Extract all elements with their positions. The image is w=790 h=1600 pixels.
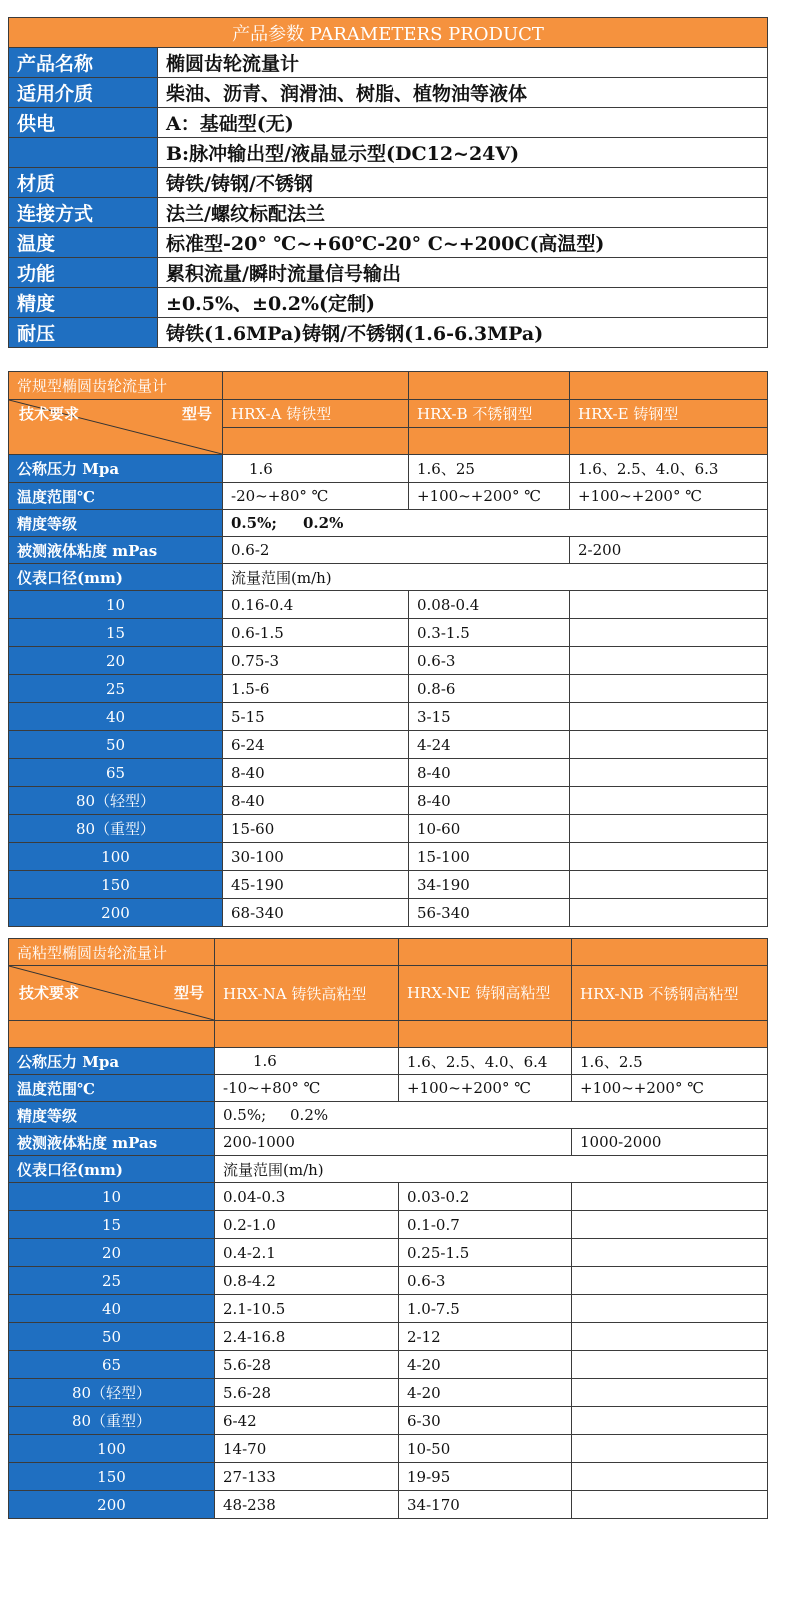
- caliber-value: 150: [9, 1463, 215, 1491]
- model-na: HRX-NA 铸铁高粘型: [215, 966, 399, 1021]
- flow-range-a: 8-40: [223, 787, 409, 815]
- flow-range-a: 5.6-28: [215, 1379, 399, 1407]
- flow-range-a: 0.2-1.0: [215, 1211, 399, 1239]
- flow-row: [9, 591, 768, 619]
- flow-row: [9, 759, 768, 787]
- viscosity-row: [9, 537, 768, 564]
- empty-cell: [223, 428, 409, 455]
- flow-range-b: 34-170: [399, 1491, 572, 1519]
- hv-title-row: [9, 939, 768, 966]
- flow-range-b: 0.3-1.5: [409, 619, 570, 647]
- flow-row: [9, 1211, 768, 1239]
- empty-cell: [570, 647, 768, 675]
- flow-range-b: 0.25-1.5: [399, 1239, 572, 1267]
- flow-row: [9, 675, 768, 703]
- flow-row: [9, 1295, 768, 1323]
- empty-cell: [570, 428, 768, 455]
- flow-row: [9, 1463, 768, 1491]
- flow-range-b: 0.6-3: [399, 1267, 572, 1295]
- param-label: [9, 138, 158, 168]
- viscosity-ab: 0.6-2: [223, 537, 570, 564]
- flow-row: [9, 1183, 768, 1211]
- caliber-value: 25: [9, 1267, 215, 1295]
- flow-row: [9, 815, 768, 843]
- model-label: 型号: [181, 405, 212, 423]
- param-value: ±0.5%、±0.2%(定制): [158, 288, 768, 318]
- pressure-label: 公称压力 Mpa: [9, 1048, 215, 1075]
- pressure-na: 1.6: [215, 1048, 399, 1075]
- standard-title-row: [9, 372, 768, 400]
- empty-cell: [572, 1323, 768, 1351]
- diameter-label: 仪表口径(mm): [9, 564, 223, 591]
- flow-range-a: 5-15: [223, 703, 409, 731]
- param-label: 产品名称: [9, 48, 158, 78]
- standard-model-row: [9, 400, 768, 428]
- flow-range-b: 34-190: [409, 871, 570, 899]
- pressure-label: 公称压力 Mpa: [9, 455, 223, 483]
- flow-range-label: 流量范围(m/h): [223, 564, 768, 591]
- flow-range-b: 15-100: [409, 843, 570, 871]
- flow-range-a: 14-70: [215, 1435, 399, 1463]
- model-nb: HRX-NB 不锈钢高粘型: [572, 966, 768, 1021]
- flow-range-a: 6-42: [215, 1407, 399, 1435]
- flow-range-a: 8-40: [223, 759, 409, 787]
- pressure-a: 1.6: [223, 455, 409, 483]
- caliber-value: 200: [9, 899, 223, 927]
- caliber-value: 40: [9, 1295, 215, 1323]
- viscosity-label: 被测液体粘度 mPas: [9, 1129, 215, 1156]
- caliber-value: 65: [9, 1351, 215, 1379]
- caliber-value: 10: [9, 1183, 215, 1211]
- flow-range-a: 15-60: [223, 815, 409, 843]
- flow-range-a: 2.1-10.5: [215, 1295, 399, 1323]
- model-label: 型号: [173, 984, 204, 1002]
- flow-range-a: 1.5-6: [223, 675, 409, 703]
- caliber-value: 80（重型）: [9, 1407, 215, 1435]
- caliber-value: 15: [9, 1211, 215, 1239]
- caliber-value: 100: [9, 843, 223, 871]
- flow-range-b: 10-60: [409, 815, 570, 843]
- req-label: 技术要求: [19, 984, 80, 1002]
- standard-flow-rows: [9, 591, 768, 927]
- flow-range-a: 0.75-3: [223, 647, 409, 675]
- flow-row: [9, 787, 768, 815]
- accuracy-label: 精度等级: [9, 510, 223, 537]
- empty-cell: [570, 759, 768, 787]
- flow-range-b: 2-12: [399, 1323, 572, 1351]
- flow-range-a: 6-24: [223, 731, 409, 759]
- viscosity-ab: 200-1000: [215, 1129, 572, 1156]
- empty-cell: [215, 939, 399, 966]
- pressure-b: 1.6、25: [409, 455, 570, 483]
- caliber-value: 50: [9, 1323, 215, 1351]
- empty-cell: [9, 1021, 215, 1048]
- temperature-label: 温度范围℃: [9, 483, 223, 510]
- hv-flow-rows: [9, 1183, 768, 1519]
- hv-temperature-row: [9, 1075, 768, 1102]
- flow-range-a: 0.16-0.4: [223, 591, 409, 619]
- flow-range-b: 4-20: [399, 1379, 572, 1407]
- temperature-na: -10~+80° ℃: [215, 1075, 399, 1102]
- flow-row: [9, 647, 768, 675]
- empty-cell: [215, 1021, 399, 1048]
- viscosity-e: 2-200: [570, 537, 768, 564]
- params-title: 产品参数 PARAMETERS PRODUCT: [9, 18, 768, 48]
- flow-row: [9, 619, 768, 647]
- param-label: 耐压: [9, 318, 158, 348]
- param-label: 适用介质: [9, 78, 158, 108]
- flow-range-b: 1.0-7.5: [399, 1295, 572, 1323]
- flow-range-a: 0.4-2.1: [215, 1239, 399, 1267]
- flow-row: [9, 1323, 768, 1351]
- flow-range-b: 4-24: [409, 731, 570, 759]
- flow-range-b: 0.8-6: [409, 675, 570, 703]
- params-row: [9, 228, 768, 258]
- caliber-value: 65: [9, 759, 223, 787]
- param-value: 标准型-20° ℃~+60℃-20° C~+200C(高温型): [158, 228, 768, 258]
- flow-row: [9, 1407, 768, 1435]
- hv-model-row: [9, 966, 768, 1021]
- flow-range-a: 27-133: [215, 1463, 399, 1491]
- flow-row: [9, 1239, 768, 1267]
- accuracy-value: 0.5%; 0.2%: [215, 1102, 768, 1129]
- diameter-row: [9, 564, 768, 591]
- pressure-nb: 1.6、2.5: [572, 1048, 768, 1075]
- empty-cell: [572, 1407, 768, 1435]
- standard-title: 常规型椭圆齿轮流量计: [9, 372, 223, 400]
- flow-row: [9, 1351, 768, 1379]
- flow-range-a: 0.6-1.5: [223, 619, 409, 647]
- param-value: B:脉冲输出型/液晶显示型(DC12~24V): [158, 138, 768, 168]
- flow-range-b: 0.03-0.2: [399, 1183, 572, 1211]
- params-row: [9, 108, 768, 138]
- params-row: [9, 48, 768, 78]
- empty-cell: [572, 1239, 768, 1267]
- req-label: 技术要求: [19, 405, 80, 423]
- empty-cell: [399, 1021, 572, 1048]
- flow-range-b: 0.6-3: [409, 647, 570, 675]
- param-label: 材质: [9, 168, 158, 198]
- hv-viscosity-row: [9, 1129, 768, 1156]
- hv-diameter-row: [9, 1156, 768, 1183]
- flow-range-a: 5.6-28: [215, 1351, 399, 1379]
- flow-range-label: 流量范围(m/h): [215, 1156, 768, 1183]
- flow-range-b: 8-40: [409, 759, 570, 787]
- empty-cell: [572, 1021, 768, 1048]
- flow-range-b: 56-340: [409, 899, 570, 927]
- caliber-value: 150: [9, 871, 223, 899]
- param-value: 法兰/螺纹标配法兰: [158, 198, 768, 228]
- flow-range-b: 6-30: [399, 1407, 572, 1435]
- standard-type-table: [8, 371, 768, 927]
- flow-range-b: 0.08-0.4: [409, 591, 570, 619]
- accuracy-label: 精度等级: [9, 1102, 215, 1129]
- flow-row: [9, 871, 768, 899]
- empty-cell: [399, 939, 572, 966]
- param-label: 精度: [9, 288, 158, 318]
- flow-range-b: 8-40: [409, 787, 570, 815]
- params-row: [9, 318, 768, 348]
- param-value: 铸铁/铸钢/不锈钢: [158, 168, 768, 198]
- hv-title: 高粘型椭圆齿轮流量计: [9, 939, 215, 966]
- flow-row: [9, 899, 768, 927]
- params-row: [9, 198, 768, 228]
- temperature-ne: +100~+200° ℃: [399, 1075, 572, 1102]
- flow-row: [9, 1435, 768, 1463]
- params-title-row: [9, 18, 768, 48]
- flow-range-a: 68-340: [223, 899, 409, 927]
- model-e: HRX-E 铸钢型: [570, 400, 768, 428]
- param-value: 累积流量/瞬时流量信号输出: [158, 258, 768, 288]
- diameter-label: 仪表口径(mm): [9, 1156, 215, 1183]
- param-label: 功能: [9, 258, 158, 288]
- temperature-nb: +100~+200° ℃: [572, 1075, 768, 1102]
- caliber-value: 20: [9, 1239, 215, 1267]
- caliber-value: 25: [9, 675, 223, 703]
- params-body: [9, 48, 768, 348]
- empty-cell: [572, 1435, 768, 1463]
- model-b: HRX-B 不锈钢型: [409, 400, 570, 428]
- param-label: 温度: [9, 228, 158, 258]
- empty-cell: [570, 731, 768, 759]
- accuracy-value: 0.5%; 0.2%: [223, 510, 768, 537]
- param-value: A：基础型(无): [158, 108, 768, 138]
- flow-range-a: 45-190: [223, 871, 409, 899]
- flow-range-a: 30-100: [223, 843, 409, 871]
- caliber-value: 40: [9, 703, 223, 731]
- empty-cell: [572, 939, 768, 966]
- flow-row: [9, 1491, 768, 1519]
- empty-cell: [570, 591, 768, 619]
- empty-cell: [572, 1351, 768, 1379]
- param-label: 连接方式: [9, 198, 158, 228]
- empty-cell: [570, 372, 768, 400]
- req-model-header: [9, 400, 223, 455]
- flow-range-b: 3-15: [409, 703, 570, 731]
- hv-spacer-row: [9, 1021, 768, 1048]
- empty-cell: [570, 619, 768, 647]
- viscosity-nb: 1000-2000: [572, 1129, 768, 1156]
- empty-cell: [572, 1267, 768, 1295]
- model-ne: HRX-NE 铸钢高粘型: [399, 966, 572, 1021]
- model-a: HRX-A 铸铁型: [223, 400, 409, 428]
- accuracy-row: [9, 510, 768, 537]
- empty-cell: [570, 675, 768, 703]
- caliber-value: 100: [9, 1435, 215, 1463]
- empty-cell: [570, 871, 768, 899]
- caliber-value: 200: [9, 1491, 215, 1519]
- flow-row: [9, 1267, 768, 1295]
- empty-cell: [570, 787, 768, 815]
- params-row: [9, 78, 768, 108]
- params-row: [9, 138, 768, 168]
- empty-cell: [570, 899, 768, 927]
- flow-row: [9, 703, 768, 731]
- empty-cell: [572, 1295, 768, 1323]
- flow-range-a: 0.04-0.3: [215, 1183, 399, 1211]
- viscosity-label: 被测液体粘度 mPas: [9, 537, 223, 564]
- empty-cell: [570, 815, 768, 843]
- param-label: 供电: [9, 108, 158, 138]
- flow-row: [9, 843, 768, 871]
- caliber-value: 50: [9, 731, 223, 759]
- params-row: [9, 258, 768, 288]
- empty-cell: [572, 1491, 768, 1519]
- caliber-value: 80（轻型）: [9, 1379, 215, 1407]
- caliber-value: 15: [9, 619, 223, 647]
- empty-cell: [572, 1463, 768, 1491]
- pressure-e: 1.6、2.5、4.0、6.3: [570, 455, 768, 483]
- pressure-ne: 1.6、2.5、4.0、6.4: [399, 1048, 572, 1075]
- flow-range-a: 0.8-4.2: [215, 1267, 399, 1295]
- product-parameters-table: [8, 17, 768, 348]
- caliber-value: 80（重型）: [9, 815, 223, 843]
- caliber-value: 10: [9, 591, 223, 619]
- empty-cell: [409, 428, 570, 455]
- empty-cell: [409, 372, 570, 400]
- empty-cell: [572, 1183, 768, 1211]
- empty-cell: [572, 1379, 768, 1407]
- flow-range-b: 0.1-0.7: [399, 1211, 572, 1239]
- hv-accuracy-row: [9, 1102, 768, 1129]
- temperature-label: 温度范围℃: [9, 1075, 215, 1102]
- temperature-a: -20~+80° ℃: [223, 483, 409, 510]
- empty-cell: [570, 843, 768, 871]
- param-value: 椭圆齿轮流量计: [158, 48, 768, 78]
- empty-cell: [570, 703, 768, 731]
- pressure-row: [9, 455, 768, 483]
- flow-range-b: 4-20: [399, 1351, 572, 1379]
- req-model-header: [9, 966, 215, 1021]
- flow-range-a: 2.4-16.8: [215, 1323, 399, 1351]
- flow-range-b: 10-50: [399, 1435, 572, 1463]
- flow-row: [9, 1379, 768, 1407]
- params-row: [9, 288, 768, 318]
- hv-pressure-row: [9, 1048, 768, 1075]
- flow-row: [9, 731, 768, 759]
- param-value: 柴油、沥青、润滑油、树脂、植物油等液体: [158, 78, 768, 108]
- empty-cell: [572, 1211, 768, 1239]
- temperature-b: +100~+200° ℃: [409, 483, 570, 510]
- high-viscosity-table: [8, 938, 768, 1519]
- flow-range-a: 48-238: [215, 1491, 399, 1519]
- temperature-row: [9, 483, 768, 510]
- caliber-value: 20: [9, 647, 223, 675]
- caliber-value: 80（轻型）: [9, 787, 223, 815]
- param-value: 铸铁(1.6MPa)铸钢/不锈钢(1.6-6.3MPa): [158, 318, 768, 348]
- temperature-e: +100~+200° ℃: [570, 483, 768, 510]
- flow-range-b: 19-95: [399, 1463, 572, 1491]
- empty-cell: [223, 372, 409, 400]
- params-row: [9, 168, 768, 198]
